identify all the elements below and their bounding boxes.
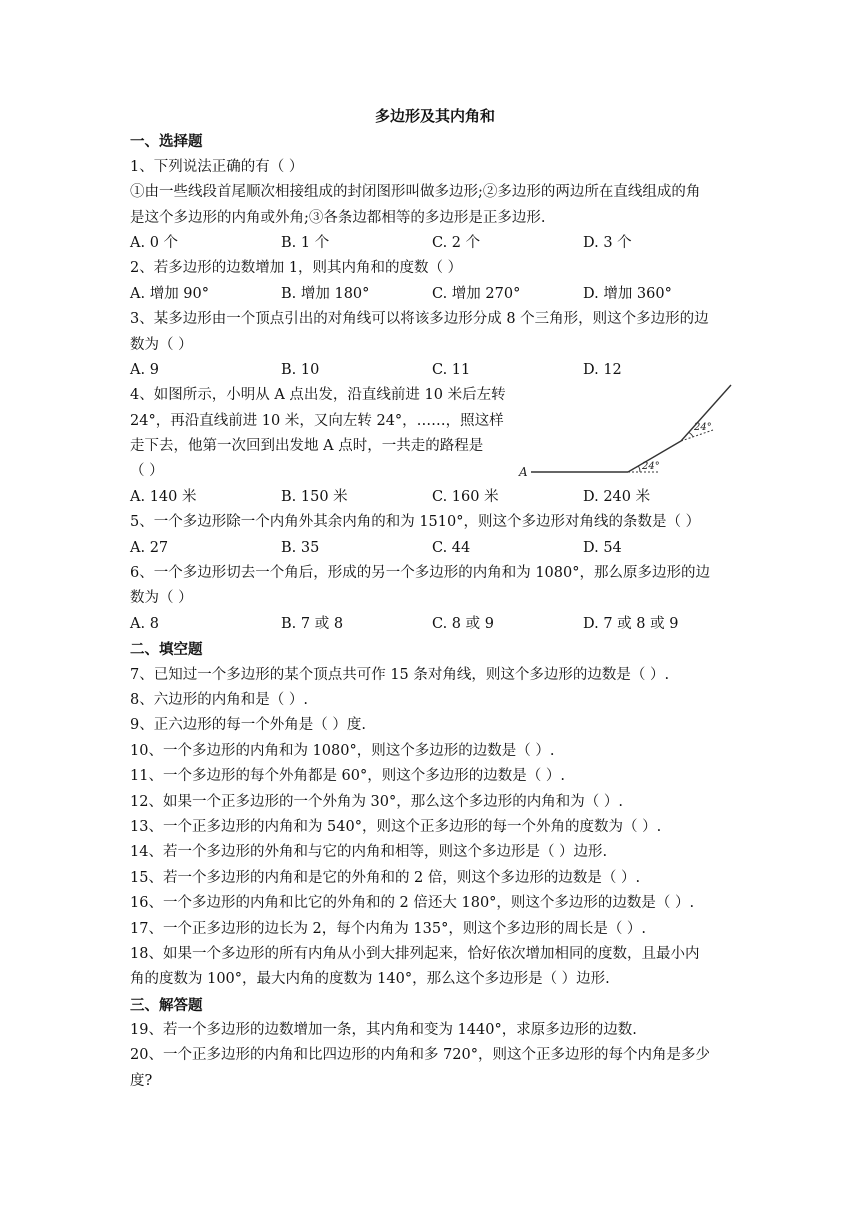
question-1-stem: 1、下列说法正确的有（ ） [130,158,304,175]
question-1-options [130,231,740,256]
question-4 [130,383,740,485]
question-6-line-2: 数为（ ） [130,590,193,607]
question-17: 17、一个正多边形的边长为 2，每个内角为 135°，则这个多边形的周长是（ ）. [130,920,647,937]
angle-arc-1 [639,466,641,472]
angle-label-2: 24° [694,422,712,434]
option-d: D. 3 个 [583,234,632,251]
question-18-line-1: 18、如果一个多边形的所有内角从小到大排列起来，恰好依次增加相同的度数，且最小内 [130,945,700,962]
walking-path-figure [518,383,740,487]
question-3-line-2: 数为（ ） [130,336,193,353]
option-d: D. 54 [583,539,622,556]
question-2-stem: 2、若多边形的边数增加 1，则其内角和的度数（ ） [130,260,463,277]
question-3-options [130,358,740,383]
question-6-line-1: 6、一个多边形切去一个角后，形成的另一个多边形的内角和为 1080°，那么原多边形的边 [130,565,710,582]
option-a: A. 140 米 [130,488,197,505]
question-4-line-2: 24°，再沿直线前进 10 米，又向左转 24°，……，照这样 [130,412,504,429]
option-c: C. 44 [432,539,471,556]
option-b: B. 35 [281,539,320,556]
option-d: D. 7 或 8 或 9 [583,615,679,632]
question-2-options [130,282,740,307]
question-14: 14、若一个多边形的外角和与它的内角和相等，则这个多边形是（ ）边形. [130,844,608,861]
question-5-options [130,536,740,561]
question-20-line-2: 度? [130,1072,153,1089]
option-a: A. 0 个 [130,234,179,251]
worksheet [130,104,740,1094]
question-7: 7、已知过一个多边形的某个顶点共可作 15 条对角线，则这个多边形的边数是（ ）. [130,666,670,683]
option-d: D. 12 [583,361,622,378]
angle-arc-2 [689,433,693,437]
question-20-line-1: 20、一个正多边形的内角和比四边形的内角和多 720°，则这个正多边形的每个内角是多少 [130,1047,710,1064]
option-c: C. 2 个 [432,234,481,251]
option-a: A. 27 [130,539,169,556]
section-heading-choice: 一、选择题 [130,133,203,151]
question-5-stem: 5、一个多边形除一个内角外其余内角的和为 1510°，则这个多边形对角线的条数是（ ） [130,514,701,531]
question-13: 13、一个正多边形的内角和为 540°，则这个正多边形的每一个外角的度数为（ ）. [130,818,662,835]
question-11: 11、一个多边形的每个外角都是 60°，则这个多边形的边数是（ ）. [130,768,565,785]
option-b: B. 10 [281,361,320,378]
question-3-line-1: 3、某多边形由一个顶点引出的对角线可以将该多边形分成 8 个三角形，则这个多边形的边 [130,311,709,328]
question-19: 19、若一个多边形的边数增加一条，其内角和变为 1440°，求原多边形的边数. [130,1022,637,1039]
question-6-options [130,612,740,637]
option-b: B. 1 个 [281,234,330,251]
option-a: A. 9 [130,361,159,378]
question-1-line-2: ①由一些线段首尾顺次相接组成的封闭图形叫做多边形;②多边形的两边所在直线组成的角 [130,184,701,201]
question-15: 15、若一个多边形的内角和是它的外角和的 2 倍，则这个多边形的边数是（ ）. [130,869,641,886]
question-10: 10、一个多边形的内角和为 1080°，则这个多边形的边数是（ ）. [130,742,555,759]
question-4-line-4: （ ） [130,463,164,480]
option-c: C. 160 米 [432,488,499,505]
option-c: C. 增加 270° [432,285,521,302]
option-a: A. 8 [130,615,159,632]
question-12: 12、如果一个正多边形的一个外角为 30°，那么这个多边形的内角和为（ ）. [130,793,623,810]
option-b: B. 150 米 [281,488,348,505]
option-c: C. 8 或 9 [432,615,494,632]
option-c: C. 11 [432,361,471,378]
section-heading-answer: 三、解答题 [130,996,203,1014]
option-a: A. 增加 90° [130,285,209,302]
question-1-line-3: 是这个多边形的内角或外角;③各条边都相等的多边形是正多边形. [130,209,546,226]
question-4-line-3: 走下去，他第一次回到出发地 A 点时，一共走的路程是 [130,438,484,455]
point-a-label: A [519,465,528,480]
option-d: D. 240 米 [583,488,651,505]
question-4-options [130,485,740,510]
page-title: 多边形及其内角和 [374,107,495,125]
question-4-line-1: 4、如图所示，小明从 A 点出发，沿直线前进 10 米后左转 [130,387,506,404]
question-18-line-2: 角的度数为 100°，最大内角的度数为 140°，那么这个多边形是（ ）边形. [130,971,610,988]
option-b: B. 7 或 8 [281,615,344,632]
question-16: 16、一个多边形的内角和比它的外角和的 2 倍还大 180°，则这个多边形的边数是（ ）. [130,895,695,912]
section-heading-fill: 二、填空题 [130,641,203,659]
question-9: 9、正六边形的每一个外角是（ ）度. [130,717,366,734]
question-8: 8、六边形的内角和是（ ）. [130,691,308,708]
option-b: B. 增加 180° [281,285,370,302]
option-d: D. 增加 360° [583,285,672,302]
angle-label-1: 24° [642,461,660,473]
